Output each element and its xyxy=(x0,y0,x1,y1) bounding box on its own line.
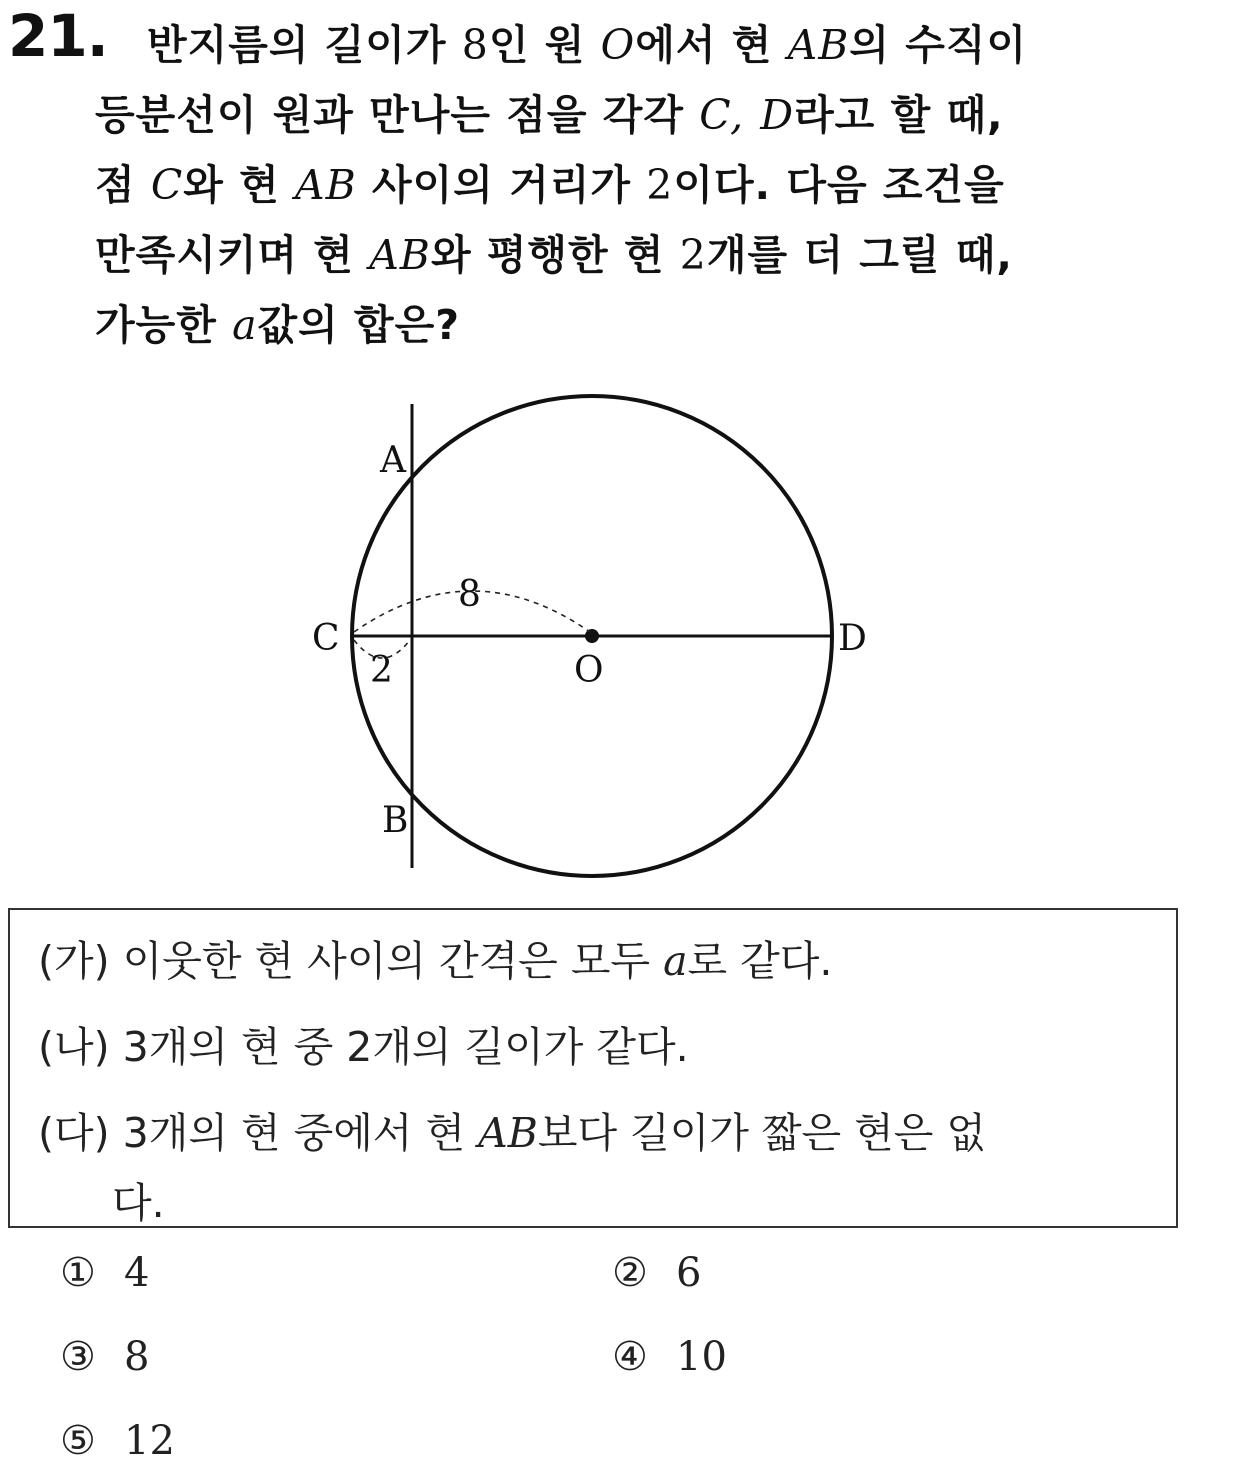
question-line-1 xyxy=(95,10,1185,80)
condition-text: 보다 길이가 짧은 현은 없 xyxy=(537,1109,987,1157)
text-segment: 점 xyxy=(95,161,151,209)
label-B: B xyxy=(382,800,409,841)
choice-value: 6 xyxy=(676,1250,702,1296)
math-O: O xyxy=(600,21,636,69)
text-segment: 와 현 xyxy=(183,161,296,209)
choice-value: 10 xyxy=(676,1334,727,1380)
label-C: C xyxy=(312,618,340,659)
math-AB: AB xyxy=(478,1109,538,1157)
text-segment: 에서 현 xyxy=(635,21,788,69)
choice-mark: ④ xyxy=(612,1334,648,1380)
condition-text: (나) 3개의 현 중 2개의 길이가 같다. xyxy=(38,1023,689,1071)
condition-text: (다) 3개의 현 중에서 현 xyxy=(38,1109,479,1157)
math-D: D xyxy=(760,91,795,139)
conditions-box xyxy=(8,908,1178,1228)
text-segment: 인 원 xyxy=(488,21,601,69)
math-C: C xyxy=(150,161,184,209)
circle-figure xyxy=(300,380,900,890)
condition-na xyxy=(38,1014,689,1073)
choice-value: 12 xyxy=(124,1418,175,1464)
choice-mark: ⑤ xyxy=(60,1418,96,1464)
choice-value: 8 xyxy=(124,1334,150,1380)
text-segment: 등분선이 원과 만나는 점을 각각 xyxy=(95,91,700,139)
choice-mark: ③ xyxy=(60,1334,96,1380)
label-A: A xyxy=(380,440,406,481)
label-D: D xyxy=(838,618,867,659)
question-text xyxy=(95,10,1185,360)
number-radius: 8 xyxy=(461,21,489,69)
text-segment: 만족시키며 현 xyxy=(95,231,370,279)
choice-4[interactable] xyxy=(612,1334,727,1380)
math-AB: AB xyxy=(787,21,850,69)
choice-value: 4 xyxy=(124,1250,150,1296)
label-O: O xyxy=(574,650,604,691)
text-segment: 가능한 xyxy=(95,301,233,349)
text-segment: 반지름의 길이가 xyxy=(147,21,462,69)
text-segment: 이다. 다음 조건을 xyxy=(673,161,1005,209)
center-point xyxy=(585,629,599,643)
question-number: 21. xyxy=(8,2,108,70)
label-distance-2: 2 xyxy=(370,650,393,691)
text-segment: 사이의 거리가 xyxy=(356,161,647,209)
text-segment: 값의 합은? xyxy=(257,301,461,349)
question-line-2 xyxy=(95,80,1185,150)
text-segment: 라고 할 때, xyxy=(794,91,1004,139)
question-line-3 xyxy=(95,150,1185,220)
math-AB: AB xyxy=(295,161,357,209)
condition-da-continued: 다. xyxy=(112,1179,165,1227)
math-a: a xyxy=(663,937,688,985)
condition-text: (가) 이웃한 현 사이의 간격은 모두 xyxy=(38,937,664,985)
text-segment: 개를 더 그릴 때, xyxy=(706,231,1013,279)
condition-text: 로 같다. xyxy=(687,937,833,985)
choice-5[interactable] xyxy=(60,1418,175,1464)
math-a: a xyxy=(232,301,258,349)
condition-ga xyxy=(38,928,832,987)
number-count: 2 xyxy=(679,231,707,279)
choice-mark: ② xyxy=(612,1250,648,1296)
choice-mark: ① xyxy=(60,1250,96,1296)
label-radius-8: 8 xyxy=(458,574,481,615)
number-distance: 2 xyxy=(646,161,674,209)
choice-1[interactable] xyxy=(60,1250,149,1296)
choice-3[interactable] xyxy=(60,1334,149,1380)
condition-da xyxy=(38,1100,986,1159)
question-line-4 xyxy=(95,220,1185,290)
math-AB: AB xyxy=(369,231,431,279)
question-line-5 xyxy=(95,290,1185,360)
text-segment: 의 수직이 xyxy=(849,21,1028,69)
text-segment: 와 평행한 현 xyxy=(430,231,680,279)
choice-2[interactable] xyxy=(612,1250,701,1296)
math-C: C, xyxy=(699,91,745,139)
